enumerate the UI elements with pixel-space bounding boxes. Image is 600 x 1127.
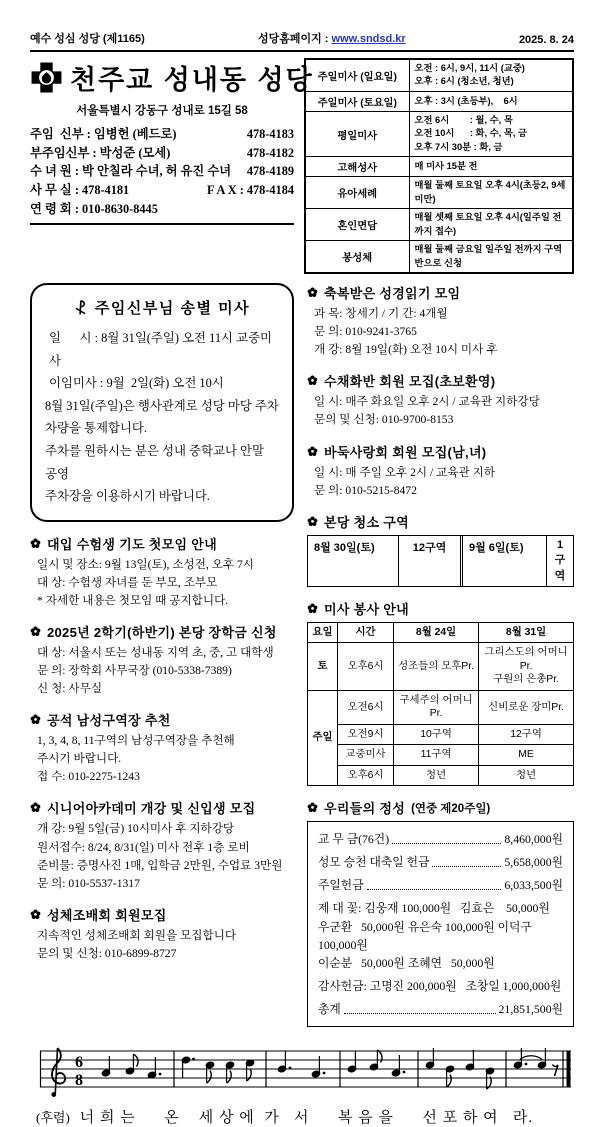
contact-phone: 478-4182 — [246, 145, 294, 160]
mass-row-value — [409, 177, 573, 209]
mass-row-label: 유아세례 — [305, 177, 409, 209]
contact-label-value: 사 무 실 : 478-4181 — [30, 183, 130, 198]
contact-label-value: 주임 신부 : 임병헌 (베드로) — [30, 127, 177, 141]
section-title: 대입 수험생 기도 첫모임 안내 — [47, 536, 217, 552]
section-title: 미사 봉사 안내 — [324, 601, 409, 617]
service-header: 8월 24일 — [394, 622, 479, 643]
service-cell: 청년 — [394, 765, 479, 786]
section-line: 일시 및 장소: 9월 13일(토), 소성전, 오후 7시 — [37, 557, 255, 571]
offering-detail-line: 우군환 50,000원 유은숙 100,000원 이덕구 100,000원 — [318, 919, 535, 952]
offering-amount: 5,658,000원 — [504, 855, 563, 870]
service-time: 오전9시 — [338, 724, 394, 745]
mass-row-label: 평일미사 — [305, 111, 409, 156]
mass-row-value — [409, 209, 573, 241]
service-cell: 12구역 — [479, 724, 574, 745]
service-row — [308, 765, 574, 786]
farewell-box-title-row — [45, 297, 279, 318]
offering-total-label: 총계 — [318, 1001, 341, 1016]
offering-row — [318, 830, 563, 847]
mass-row — [305, 111, 573, 156]
offering-row — [318, 853, 563, 870]
farewell-line: 주차를 원하시는 분은 성내 중학교나 안말 공영 — [45, 444, 268, 481]
section-district-leader — [30, 710, 294, 786]
flower-bullet-icon — [307, 516, 318, 527]
masthead — [30, 30, 574, 52]
section-title: 공석 남성구역장 추천 — [47, 713, 171, 729]
mass-row — [305, 59, 573, 91]
section-mass-service — [307, 599, 574, 787]
section-line: 주시기 바랍니다. — [37, 752, 122, 766]
mass-row — [305, 91, 573, 111]
time-signature-top: 6 — [75, 1053, 83, 1071]
church-cross-logo-icon — [30, 61, 63, 94]
service-header: 시간 — [338, 622, 394, 643]
service-day: 토 — [308, 643, 338, 691]
mass-row-value — [409, 157, 573, 177]
contact-label-value: 연 령 회 : 010-8630-8445 — [30, 201, 158, 216]
farewell-line: 주차장을 이용하시기 바랍니다. — [45, 489, 210, 504]
offering-detail-line: 제 대 꽃: 김웅재 100,000원 김효은 50,000원 — [318, 901, 550, 916]
music-staff — [34, 1043, 574, 1103]
section-line: 신 청: 사무실 — [37, 682, 103, 696]
farewell-mass-box — [30, 283, 294, 522]
section-cleaning — [307, 512, 574, 587]
mass-row-value — [409, 241, 573, 273]
mass-line: 매월 둘째 토요일 오후 4시(초등2, 9세 미만) — [414, 180, 568, 204]
section-senior-academy — [30, 798, 294, 892]
section-title-row — [30, 710, 294, 729]
offering-amount: 6,033,500원 — [504, 878, 563, 893]
service-row — [308, 690, 574, 724]
farewell-box-title: 주임신부님 송별 미사 — [94, 300, 251, 318]
contact-row — [30, 125, 294, 144]
flower-bullet-icon — [30, 626, 41, 637]
section-adoration — [30, 905, 294, 963]
cleaning-table — [307, 535, 574, 587]
section-title-row — [307, 512, 574, 531]
church-identity-block — [30, 58, 314, 274]
dotted-leader — [367, 889, 502, 890]
lyrics-row — [34, 1106, 574, 1127]
section-line: 일 시: 매 주일 오후 2시 / 교육관 지하 — [314, 465, 496, 479]
service-cell: 10구역 — [394, 724, 479, 745]
section-line: 1, 3, 4, 8, 11구역의 남성구역장을 추천해 — [37, 734, 235, 748]
mass-line: 오전 : 6시, 9시, 11시 (교중) — [414, 63, 525, 73]
flower-bullet-icon — [307, 446, 318, 457]
chi-rho-icon — [74, 298, 87, 317]
service-header: 요일 — [308, 622, 338, 643]
section-line: 과 목: 창세기 / 기 간: 4개월 — [314, 307, 448, 321]
cleaning-zone: 12구역 — [398, 536, 460, 586]
refrain-label: (후렴) — [36, 1109, 70, 1125]
farewell-line: 일 시 : 8월 31일(주일) 오전 11시 교중미사 — [49, 331, 273, 368]
church-title: 천주교 성내동 성당 — [70, 65, 314, 95]
service-time: 오후6시 — [338, 765, 394, 786]
section-line: 문 의: 010-5215-8472 — [314, 483, 417, 497]
bulletin-date: 2025. 8. 24 — [518, 34, 574, 46]
offering-thanks-line: 감사헌금: 고명진 200,000원 조창일 1,000,000원 — [318, 979, 562, 994]
mass-row-label: 고해성사 — [305, 157, 409, 177]
flower-bullet-icon — [307, 375, 318, 386]
service-row — [308, 643, 574, 691]
section-title-row — [307, 442, 574, 461]
offering-total-amount: 21,851,500원 — [498, 1001, 563, 1016]
mass-line: 매 미사 15분 전 — [414, 161, 478, 172]
flower-bullet-icon — [307, 603, 318, 614]
offering-title-row — [307, 798, 574, 817]
service-row — [308, 724, 574, 745]
service-cell-line: 구원의 은총Pr. — [493, 674, 559, 686]
section-line: 대 상: 수험생 자녀를 둔 부모, 조부모 — [37, 575, 218, 589]
section-title-row — [307, 283, 574, 302]
time-signature-bottom: 8 — [75, 1071, 83, 1089]
dotted-leader — [392, 843, 501, 844]
farewell-line: 이임미사 : 9월 2일(화) 오전 10시 — [49, 376, 224, 391]
section-title: 성체조배회 회원모집 — [47, 907, 167, 923]
service-row — [308, 745, 574, 766]
flower-bullet-icon — [30, 909, 41, 920]
section-title: 바둑사랑회 회원 모집(남,녀) — [324, 444, 487, 460]
offering-label: 교 무 금(76건) — [318, 832, 390, 847]
mass-row — [305, 241, 573, 273]
section-baduk-club — [307, 442, 574, 500]
offering-label: 성모 승천 대축일 헌금 — [318, 855, 430, 870]
mass-schedule-table — [304, 58, 574, 274]
section-line: 문 의: 010-9241-3765 — [314, 325, 417, 339]
mass-line: 오후 7시 30분 : 화, 금 — [414, 141, 503, 152]
farewell-line: 8월 31일(주일)은 행사관계로 성당 마당 주차 — [45, 398, 279, 413]
section-title: 축복받은 성경읽기 모임 — [324, 286, 461, 302]
title-row — [30, 58, 314, 97]
service-time: 오전6시 — [338, 690, 394, 724]
section-title-row — [307, 371, 574, 390]
service-header-row — [308, 622, 574, 643]
section-line: 원서접수: 8/24, 8/31(일) 미사 전후 1층 로비 — [37, 840, 250, 854]
section-title: 시니어아카데미 개강 및 신입생 모집 — [47, 801, 256, 817]
service-cell — [479, 643, 574, 691]
offering-total-row — [318, 1000, 563, 1017]
mass-line: 오후 : 6시 (청소년, 청년) — [414, 76, 514, 87]
section-line: 문 의: 010-5537-1317 — [37, 876, 140, 890]
service-cell: ME — [479, 745, 574, 766]
hymn-refrain-block — [30, 1043, 574, 1127]
cleaning-date: 8월 30일(토) — [314, 541, 375, 554]
contact-fax: F A X : 478-4184 — [207, 183, 294, 198]
bulletin-issue-label: 예수 성심 성당 (제1165) — [30, 33, 145, 45]
section-line: 문 의: 장학회 사무국장 (010-5338-7389) — [37, 664, 232, 678]
contact-label-value: 수 녀 원 : 박 안칠라 수녀, 허 유진 수녀 — [30, 164, 232, 179]
cleaning-date: 9월 6일(토) — [460, 536, 546, 586]
service-cell-line: 그리스도의 어머니Pr. — [484, 647, 568, 672]
section-title: 수채화반 회원 모집(초보환영) — [324, 374, 496, 390]
section-line: 개 강: 9월 5일(금) 10시미사 후 지하강당 — [37, 822, 235, 836]
contact-row — [30, 181, 294, 200]
cleaning-zone: 1구역 — [546, 536, 573, 586]
mass-row-value — [409, 111, 573, 156]
offering-detail-line: 이순분 50,000원 조혜연 50,000원 — [318, 956, 495, 971]
mass-line: 매월 셋째 토요일 오후 4시(일주일 전까지 접수) — [414, 212, 562, 236]
service-cell: 청년 — [479, 765, 574, 786]
section-title-row — [30, 905, 294, 924]
top-area — [30, 58, 574, 274]
section-exam-prayer — [30, 534, 294, 610]
contact-phone: 478-4183 — [246, 127, 294, 141]
mass-row — [305, 209, 573, 241]
service-cell: 11구역 — [394, 745, 479, 766]
left-column — [30, 283, 294, 963]
flower-bullet-icon — [30, 538, 41, 549]
section-title-row — [30, 534, 294, 553]
mass-line: 오후 : 3시 (초등부), 6시 — [414, 95, 518, 106]
section-title-row — [30, 798, 294, 817]
church-address: 서울특별시 강동구 성내로 15길 58 — [76, 105, 248, 117]
offering-subtitle: (연중 제20주일) — [411, 802, 491, 815]
section-bible-reading — [307, 283, 574, 359]
service-cell: 신비로운 장미Pr. — [479, 690, 574, 724]
section-line: 대 상: 서울시 또는 성내동 지역 초, 중, 고 대학생 — [37, 646, 274, 660]
section-title-row — [30, 622, 294, 641]
mass-row-label: 주일미사 (일요일) — [305, 59, 409, 91]
homepage-link[interactable]: www.sndsd.kr — [331, 33, 406, 45]
contact-row — [30, 144, 294, 163]
homepage-label: 성당홈페이지 : — [257, 33, 329, 45]
mass-line: 오전 6시 : 월, 수, 목 — [414, 114, 513, 125]
service-time: 오후6시 — [338, 643, 394, 691]
service-cell: 성조들의 모후Pr. — [394, 643, 479, 691]
mass-row-value — [409, 59, 573, 91]
mass-row-label: 혼인면담 — [305, 209, 409, 241]
section-line: 준비물: 증명사진 1매, 입학금 2만원, 수업료 3만원 — [37, 858, 283, 872]
service-header: 8월 31일 — [479, 622, 574, 643]
mass-row — [305, 177, 573, 209]
mass-row — [305, 157, 573, 177]
section-title: 본당 청소 구역 — [324, 514, 409, 530]
service-time: 교중미사 — [338, 745, 394, 766]
contact-phone: 478-4189 — [246, 164, 294, 179]
mass-service-table — [307, 622, 574, 787]
offering-title: 우리들의 정성 — [324, 801, 406, 817]
contact-row — [30, 200, 294, 219]
service-day: 주일 — [308, 690, 338, 786]
section-line: 문의 및 신청: 010-9700-8153 — [314, 413, 454, 427]
treble-clef-icon — [51, 1048, 65, 1097]
section-title: 2025년 2학기(하반기) 본당 장학금 신청 — [47, 625, 277, 641]
offering-row — [318, 876, 563, 893]
contact-row — [30, 162, 294, 181]
section-title-row — [307, 599, 574, 618]
section-line: 일 시: 매주 화요일 오후 2시 / 교육관 지하강당 — [314, 395, 540, 409]
section-line: * 자세한 내용은 첫모임 때 공지합니다. — [37, 593, 229, 607]
mass-row-label: 봉성체 — [305, 241, 409, 273]
dotted-leader — [432, 866, 501, 867]
offering-label: 주일헌금 — [318, 878, 364, 893]
section-line: 지속적인 성체조배회 회원을 모집합니다 — [37, 928, 237, 942]
right-column — [307, 283, 574, 1027]
mass-line: 오전 10시 : 화, 수, 목, 금 — [414, 128, 527, 139]
mass-row-label: 주일미사 (토요일) — [305, 91, 409, 111]
section-watercolor — [307, 371, 574, 429]
contact-list — [30, 125, 294, 225]
offering-amount: 8,460,000원 — [504, 832, 563, 847]
flower-bullet-icon — [307, 802, 318, 813]
section-line: 문의 및 신청: 010-6899-8727 — [37, 946, 177, 960]
contact-label-value: 부주임신부 : 박성준 (모세) — [30, 145, 171, 160]
flower-bullet-icon — [307, 287, 318, 298]
mass-line: 매월 둘째 금요일 일주일 전까지 구역 반으로 신청 — [414, 244, 565, 268]
refrain-lyrics: 너 희 는 온 세 상 에 가 서 복 음 을 선 포 하 여 라. — [79, 1109, 534, 1126]
section-line: 접 수: 010-2275-1243 — [37, 770, 140, 784]
dotted-leader — [344, 1013, 496, 1014]
offering-box — [307, 821, 574, 1026]
main-columns — [30, 283, 574, 1027]
section-scholarship — [30, 622, 294, 698]
farewell-line: 차량을 통제합니다. — [45, 421, 147, 436]
flower-bullet-icon — [30, 802, 41, 813]
homepage-line — [258, 30, 406, 46]
service-cell: 구세주의 어머니Pr. — [394, 690, 479, 724]
mass-row-value — [409, 91, 573, 111]
section-line: 개 강: 8월 19일(화) 오전 10시 미사 후 — [314, 343, 498, 357]
flower-bullet-icon — [30, 714, 41, 725]
